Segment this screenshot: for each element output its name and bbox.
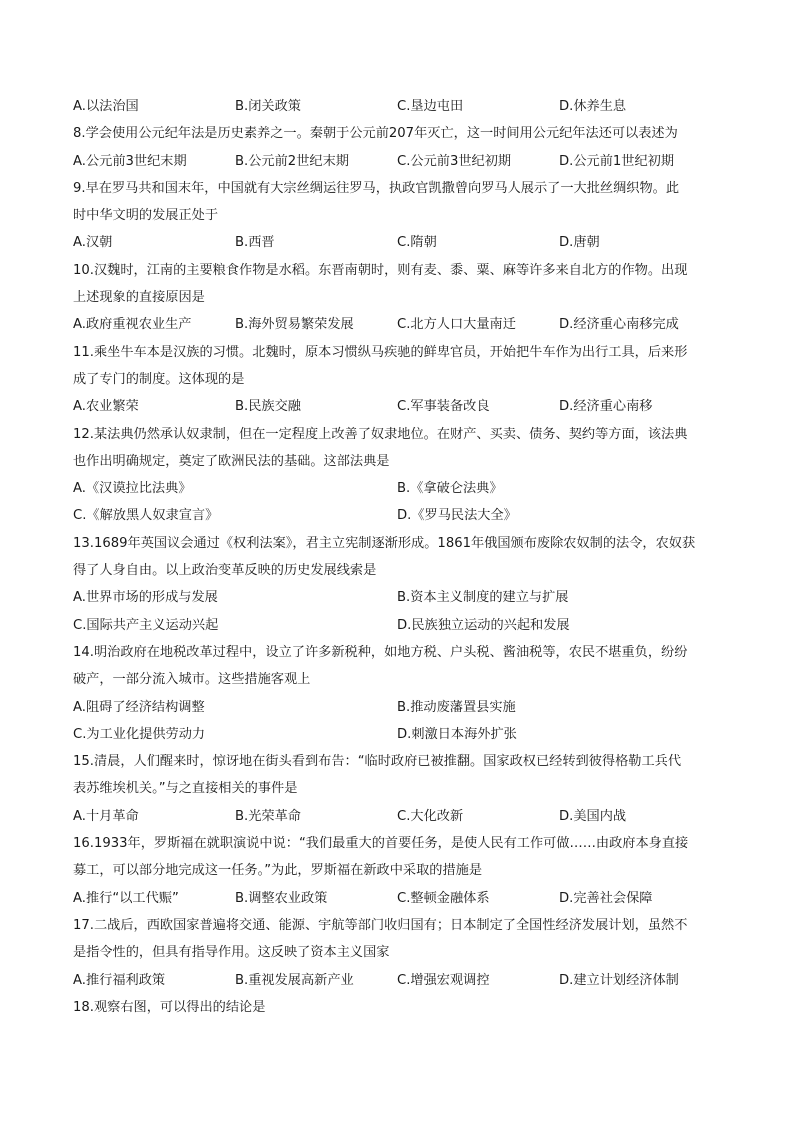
option-row [73,229,723,256]
option-a: A.农业繁荣 [73,399,139,415]
option-a: A.政府重视农业生产 [73,317,192,333]
question-stem-line: 17.二战后，西欧国家普遍将交通、能源、宇航等部门收归国有；日本制定了全国性经济发展计划，虽然不 [73,917,688,933]
option-c: C.国际共产主义运动兴起 [73,617,219,633]
option-b: B.公元前2世纪末期 [235,153,349,169]
question-block [73,175,723,257]
question-stem-line: 表苏维埃机关。”与之直接相关的事件是 [73,781,298,797]
option-row [73,612,723,639]
option-b: B.推动废藩置县实施 [397,699,516,715]
question-block [73,530,723,639]
option-a: A.汉朝 [73,235,113,251]
option-row [73,148,723,175]
option-b: B.西晋 [235,235,275,251]
option-row [73,502,723,529]
option-b: B.光荣革命 [235,808,301,824]
option-c: C.北方人口大量南迁 [397,317,516,333]
option-d: D.建立计划经济体制 [559,972,679,988]
option-d: D.《罗马民法大全》 [397,508,517,524]
question-block [73,912,723,994]
question-stem-line: 8.学会使用公元纪年法是历史素养之一。秦朝于公元前207年灭亡，这一时间用公元纪年法还可以表述为 [73,126,678,142]
option-b: B.闭关政策 [235,99,301,114]
question-block [73,257,723,339]
option-row [73,393,723,420]
question-stem-line: 15.清晨，人们醒来时，惊讶地在街头看到布告：“临时政府已被推翻。国家政权已经转到彼得格勒工兵代 [73,754,682,770]
question-stem-line: 破产，一部分流入城市。这些措施客观上 [73,672,311,688]
partial-question-options [73,93,723,120]
question-stem-line: 16.1933年，罗斯福在就职演说中说：“我们最重大的首要任务，是使人民有工作可做……由政府本身直接 [73,836,689,852]
option-row [73,803,723,830]
option-row [73,584,723,611]
question-block [73,339,723,421]
option-b: B.《拿破仑法典》 [397,481,503,497]
option-d: D.刺激日本海外扩张 [397,726,517,742]
option-c: C.军事装备改良 [397,399,490,415]
option-a: A.十月革命 [73,808,139,824]
option-c: C.为工业化提供劳动力 [73,726,206,742]
question-stem-line: 9.早在罗马共和国末年，中国就有大宗丝绸运往罗马，执政官凯撒曾向罗马人展示了一大批丝绸织物。此 [73,180,680,196]
question-stem-line: 时中华文明的发展正处于 [73,208,219,224]
option-row [73,967,723,994]
question-stem-line: 是指令性的，但具有指导作用。这反映了资本主义国家 [73,945,390,961]
option-c: C.《解放黑人奴隶宣言》 [73,508,219,524]
question-block [73,421,723,530]
option-d: D.经济重心南移 [559,399,653,415]
option-a: A.以法治国 [73,99,139,114]
option-row [73,311,723,338]
option-d: D.民族独立运动的兴起和发展 [397,617,570,633]
option-c: C.垦边屯田 [397,99,464,114]
option-a: A.推行福利政策 [73,972,166,988]
option-row [73,694,723,721]
option-c: C.增强宏观调控 [397,972,490,988]
option-b: B.资本主义制度的建立与扩展 [397,590,569,606]
option-b: B.重视发展高新产业 [235,972,354,988]
question-stem-line: 募工，可以部分地完成这一任务。”为此，罗斯福在新政中采取的措施是 [73,863,483,879]
question-stem-line: 成了专门的制度。这体现的是 [73,371,245,387]
question-stem-line: 11.乘坐牛车本是汉族的习惯。北魏时，原本习惯纵马疾驰的鲜卑官员，开始把牛车作为出行工具，后来形 [73,344,688,360]
question-stem-line: 14.明治政府在地税改革过程中，设立了许多新税种，如地方税、户头税、酱油税等，农民不堪重负，纷纷 [73,644,688,660]
option-row [73,721,723,748]
option-a: A.《汉谟拉比法典》 [73,481,192,497]
option-b: B.民族交融 [235,399,301,415]
option-b: B.海外贸易繁荣发展 [235,317,354,333]
question-block [73,748,723,830]
question-stem-line: 10.汉魏时，江南的主要粮食作物是水稻。东晋南朝时，则有麦、黍、粟、麻等许多来自北方的作物。出现 [73,262,688,278]
option-d: D.公元前1世纪初期 [559,153,675,169]
option-a: A.阻碍了经济结构调整 [73,699,205,715]
question-block [73,830,723,912]
option-a: A.世界市场的形成与发展 [73,590,218,606]
option-d: D.经济重心南移完成 [559,317,679,333]
option-c: C.公元前3世纪初期 [397,153,512,169]
question-block [73,639,723,748]
option-d: D.休养生息 [559,99,627,114]
question-block [73,120,723,175]
option-row [73,475,723,502]
question-stem-line: 13.1689年英国议会通过《权利法案》，君主立宪制逐渐形成。1861年俄国颁布废除农奴制的法令，农奴获 [73,535,696,551]
question-stem-line: 上述现象的直接原因是 [73,290,205,306]
option-d: D.唐朝 [559,235,600,251]
option-c: C.整顿金融体系 [397,890,490,906]
option-row [73,885,723,912]
option-b: B.调整农业政策 [235,890,328,906]
option-d: D.美国内战 [559,808,627,824]
question-list [73,93,723,1021]
option-a: A.推行“以工代赈” [73,890,179,906]
option-d: D.完善社会保障 [559,890,653,906]
question-stem-line: 18.观察右图，可以得出的结论是 [73,999,266,1015]
question-stem-line: 得了人身自由。以上政治变革反映的历史发展线索是 [73,563,377,579]
option-c: C.隋朝 [397,235,437,251]
option-a: A.公元前3世纪末期 [73,153,187,169]
question-block [73,994,723,1021]
question-stem-line: 12.某法典仍然承认奴隶制，但在一定程度上改善了奴隶地位。在财产、买卖、债务、契约等方面，该法典 [73,426,688,442]
option-c: C.大化改新 [397,808,464,824]
question-stem-line: 也作出明确规定，奠定了欧洲民法的基础。这部法典是 [73,453,390,469]
